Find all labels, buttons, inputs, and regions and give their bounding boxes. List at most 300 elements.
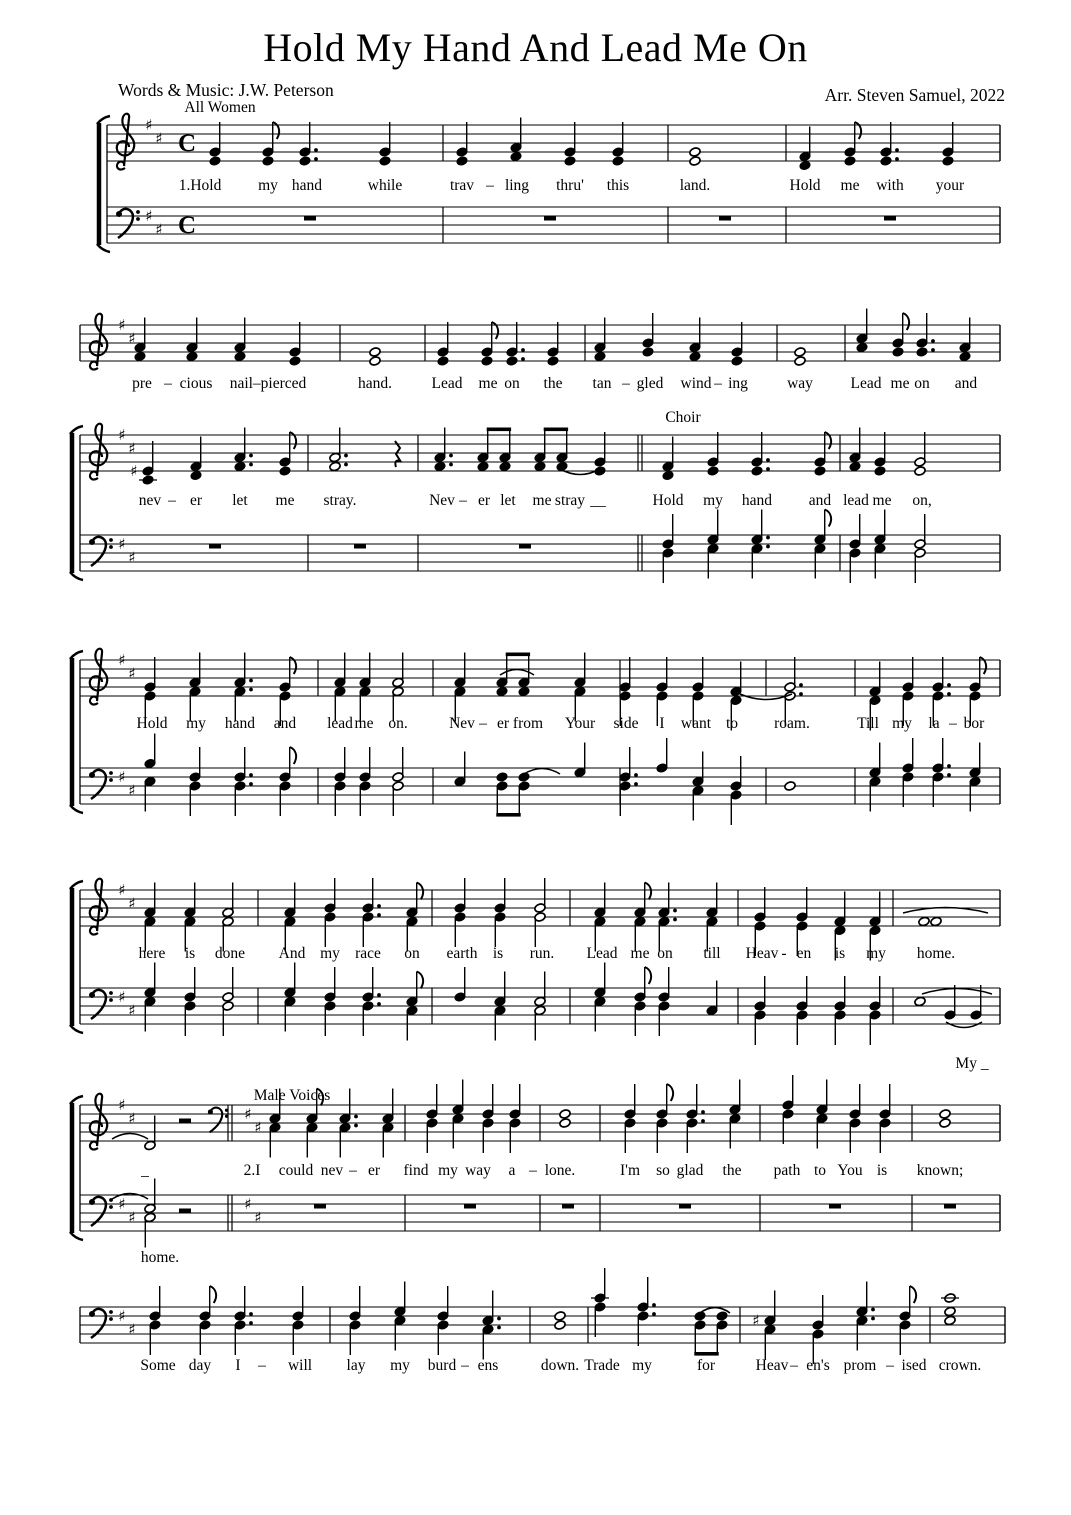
note-q bbox=[494, 878, 506, 947]
lyric-syllable: Hold bbox=[136, 715, 168, 732]
lyric-syllable: on bbox=[504, 375, 520, 392]
lyric-syllable: glad bbox=[676, 1162, 704, 1179]
notehead bbox=[662, 470, 674, 480]
whole-rest bbox=[354, 544, 366, 549]
lyric-syllable: Hold bbox=[789, 177, 821, 194]
lyric-syllable: lead bbox=[327, 715, 353, 732]
note-qd bbox=[916, 313, 935, 357]
lyric-syllable: gled bbox=[636, 375, 664, 392]
note-q bbox=[456, 122, 468, 166]
note-q bbox=[234, 318, 246, 362]
lyric-syllable: could bbox=[278, 1162, 314, 1179]
svg-text:♯: ♯ bbox=[145, 207, 153, 225]
lyric-syllable: my bbox=[438, 1162, 458, 1179]
lyric-syllable: is bbox=[834, 945, 846, 962]
notehead bbox=[844, 156, 856, 166]
svg-text:♯: ♯ bbox=[118, 1096, 126, 1114]
lyric-syllable: to bbox=[725, 715, 739, 732]
notehead bbox=[689, 156, 701, 166]
lyric-syllable: burd bbox=[427, 1357, 457, 1374]
note-q bbox=[509, 1084, 521, 1153]
notehead bbox=[959, 351, 971, 361]
notehead bbox=[814, 466, 826, 476]
notehead bbox=[849, 461, 861, 471]
svg-text:♯: ♯ bbox=[752, 1311, 760, 1330]
lyric-syllable: stray. bbox=[323, 492, 357, 509]
section-label: Choir bbox=[665, 409, 701, 426]
lyric-syllable: earth bbox=[446, 945, 478, 962]
whole-rest bbox=[562, 1204, 574, 1209]
lyric-syllable: And bbox=[278, 945, 306, 962]
lyric-syllable: Till bbox=[857, 715, 879, 732]
svg-text:C: C bbox=[177, 130, 197, 157]
note-q bbox=[658, 967, 670, 1036]
notehead bbox=[289, 356, 301, 366]
lyric-syllable: from bbox=[512, 715, 544, 732]
note-qd bbox=[362, 967, 381, 1036]
svg-text:♯: ♯ bbox=[128, 1001, 136, 1020]
lyrics-line bbox=[140, 1162, 963, 1266]
svg-text:♯: ♯ bbox=[128, 781, 136, 800]
note-q bbox=[869, 976, 881, 1045]
note-qd bbox=[234, 428, 253, 472]
lyric-syllable: me bbox=[840, 177, 860, 194]
notehead bbox=[918, 916, 930, 926]
note-hd bbox=[329, 428, 348, 472]
lyric-syllable: Lead bbox=[431, 375, 463, 392]
note-q1 bbox=[706, 981, 718, 1016]
note-q bbox=[324, 967, 336, 1036]
lyric-syllable: prom bbox=[843, 1357, 877, 1374]
lyric-syllable: Lead bbox=[850, 375, 882, 392]
note-q bbox=[856, 309, 868, 353]
svg-text:♯: ♯ bbox=[128, 1109, 136, 1128]
lyric-syllable: lay bbox=[346, 1357, 366, 1374]
note-q1 bbox=[574, 743, 586, 778]
notehead bbox=[874, 466, 886, 476]
lyric-syllable: to bbox=[813, 1162, 827, 1179]
lyric-syllable: ens bbox=[477, 1357, 499, 1374]
note-q bbox=[849, 1084, 861, 1153]
note-q bbox=[754, 976, 766, 1045]
whole-rest bbox=[209, 544, 221, 549]
lyric-syllable: roam. bbox=[774, 715, 810, 732]
tie-slur bbox=[560, 469, 600, 475]
notehead bbox=[262, 156, 274, 166]
lyrics-line bbox=[179, 177, 965, 194]
notehead bbox=[942, 156, 954, 166]
lyric-syllable: la bbox=[928, 715, 940, 732]
lyric-syllable: Some bbox=[140, 1357, 176, 1374]
svg-text:♯: ♯ bbox=[244, 1105, 252, 1123]
note-q bbox=[454, 878, 466, 947]
notehead bbox=[499, 461, 511, 471]
note-b2 bbox=[694, 1311, 728, 1356]
svg-text:♯: ♯ bbox=[130, 462, 138, 480]
lyric-syllable: 1.Hold bbox=[178, 177, 222, 194]
notehead bbox=[612, 156, 624, 166]
section-label: All Women bbox=[184, 99, 256, 116]
notehead bbox=[564, 156, 576, 166]
lyric-syllable: me bbox=[275, 492, 295, 509]
note-q bbox=[874, 432, 886, 476]
staff-bass bbox=[107, 207, 1000, 243]
note-q bbox=[437, 322, 449, 366]
note-q bbox=[359, 747, 371, 816]
lyric-syllable: want bbox=[680, 715, 712, 732]
notehead bbox=[481, 356, 493, 366]
notehead bbox=[209, 156, 221, 166]
note-h bbox=[392, 747, 404, 816]
lyric-syllable: and bbox=[954, 375, 978, 392]
notehead bbox=[944, 1306, 956, 1316]
note-q bbox=[134, 318, 146, 362]
lyric-syllable: lone. bbox=[544, 1162, 576, 1179]
notehead bbox=[547, 356, 559, 366]
note-q bbox=[849, 514, 861, 583]
lyric-syllable: will bbox=[287, 1357, 313, 1374]
note-q bbox=[292, 1286, 304, 1355]
svg-text:♯: ♯ bbox=[128, 439, 136, 458]
notehead bbox=[751, 466, 763, 476]
song-title: Hold My Hand And Lead Me On bbox=[263, 25, 808, 70]
note-qd bbox=[506, 322, 525, 366]
note-q bbox=[642, 313, 654, 357]
note-w bbox=[554, 1311, 566, 1330]
note-q bbox=[334, 747, 346, 816]
note-q bbox=[324, 878, 336, 947]
note-q bbox=[796, 976, 808, 1045]
system-1 bbox=[97, 99, 1000, 252]
lyric-syllable: my bbox=[320, 945, 340, 962]
svg-text:♯: ♯ bbox=[128, 548, 136, 567]
note-h bbox=[914, 432, 926, 476]
note-q bbox=[707, 432, 719, 476]
notehead bbox=[731, 356, 743, 366]
notehead bbox=[554, 1320, 566, 1330]
lyric-syllable: day bbox=[188, 1357, 212, 1374]
lyric-syllable: for bbox=[696, 1357, 716, 1374]
note-rq bbox=[395, 441, 401, 467]
whole-rest bbox=[304, 216, 316, 221]
lyric-syllable: home. bbox=[140, 1249, 180, 1266]
lyric-syllable: a bbox=[508, 1162, 516, 1179]
lyric-syllable: trav bbox=[449, 177, 475, 194]
note-w bbox=[559, 1109, 571, 1128]
lyric-syllable: - bbox=[781, 945, 787, 962]
whole-rest bbox=[719, 216, 731, 221]
lyric-syllable: me bbox=[354, 715, 374, 732]
system-7 bbox=[80, 1268, 1005, 1374]
lyric-syllable: your bbox=[935, 177, 965, 194]
lyric-syllable: ised bbox=[901, 1357, 927, 1374]
note-q bbox=[184, 967, 196, 1036]
lyric-syllable: path bbox=[773, 1162, 801, 1179]
note-h bbox=[914, 514, 926, 583]
notehead bbox=[930, 916, 942, 926]
lyric-syllable: is bbox=[876, 1162, 888, 1179]
notehead bbox=[944, 1315, 956, 1325]
note-qd bbox=[751, 432, 770, 476]
lyric-syllable: and bbox=[808, 492, 832, 509]
lyric-syllable: my bbox=[390, 1357, 410, 1374]
lyric-syllable: I bbox=[659, 715, 665, 732]
note-q bbox=[482, 1084, 494, 1153]
note-qd bbox=[234, 747, 253, 816]
lyric-syllable: hand bbox=[741, 492, 773, 509]
lyric-syllable: cious bbox=[179, 375, 213, 392]
lyric-syllable: – bbox=[349, 1162, 357, 1179]
lyrics-line bbox=[132, 375, 977, 392]
staff-bass bbox=[80, 1179, 1000, 1248]
note-w1 bbox=[784, 781, 796, 791]
note-r1 bbox=[679, 1204, 691, 1209]
lyric-syllable: – bbox=[479, 715, 487, 732]
lyric-syllable: – bbox=[622, 375, 630, 392]
lyric-syllable: let bbox=[500, 492, 516, 509]
lyric-syllable: er bbox=[477, 492, 491, 509]
note-q bbox=[812, 1295, 824, 1364]
lyric-syllable: nev bbox=[320, 1162, 344, 1179]
lyric-syllable: down. bbox=[540, 1357, 580, 1374]
note-h bbox=[534, 878, 546, 947]
note-e bbox=[844, 122, 861, 166]
lyric-syllable: on bbox=[404, 945, 420, 962]
note-e bbox=[199, 1286, 216, 1355]
notehead bbox=[477, 461, 489, 471]
note-qd bbox=[637, 1277, 656, 1346]
lyric-syllable: en's bbox=[806, 1357, 830, 1374]
note-qd bbox=[234, 1286, 253, 1355]
note-e bbox=[481, 322, 498, 366]
lyric-syllable: Your bbox=[564, 715, 596, 732]
note-q bbox=[942, 122, 954, 166]
note-e bbox=[814, 432, 831, 476]
notehead bbox=[456, 156, 468, 166]
staff-bass bbox=[80, 963, 1000, 1046]
system-2 bbox=[80, 309, 1000, 393]
lyric-syllable: ling bbox=[504, 177, 530, 194]
lyric-syllable: Lead bbox=[586, 945, 618, 962]
notehead bbox=[689, 351, 701, 361]
tie-slur bbox=[922, 989, 992, 995]
lyric-syllable: 2.I bbox=[243, 1162, 261, 1179]
note-r1 bbox=[544, 216, 556, 221]
lyric-syllable: er bbox=[496, 715, 510, 732]
note-e bbox=[634, 967, 651, 1036]
lyric-syllable: my bbox=[703, 492, 723, 509]
notehead bbox=[559, 1109, 571, 1119]
svg-text:♯: ♯ bbox=[118, 988, 126, 1006]
whole-rest bbox=[464, 1204, 476, 1209]
system-3 bbox=[70, 409, 1000, 583]
note-r1 bbox=[519, 544, 531, 549]
quarter-rest bbox=[395, 441, 401, 467]
lyric-syllable: My _ bbox=[955, 1055, 989, 1072]
svg-text:♯: ♯ bbox=[145, 116, 153, 134]
note-qd bbox=[299, 122, 318, 166]
note-w3 bbox=[941, 1293, 959, 1326]
whole-rest bbox=[544, 216, 556, 221]
lyric-syllable: wind bbox=[680, 375, 712, 392]
note-q bbox=[349, 1286, 361, 1355]
notehead bbox=[856, 342, 868, 352]
note-q bbox=[902, 738, 914, 807]
note-q bbox=[564, 122, 576, 166]
note-q bbox=[426, 1084, 438, 1153]
lyric-syllable: way bbox=[787, 375, 813, 392]
notehead bbox=[234, 351, 246, 361]
words-music-credit: Words & Music: J.W. Peterson bbox=[118, 80, 334, 100]
note-q bbox=[799, 127, 811, 171]
notehead bbox=[518, 686, 530, 696]
arranger-credit: Arr. Steven Samuel, 2022 bbox=[824, 85, 1005, 105]
note-q bbox=[879, 1084, 891, 1153]
note-w bbox=[689, 147, 701, 166]
lyric-syllable: ing bbox=[728, 375, 748, 392]
note-e bbox=[279, 432, 296, 476]
notehead bbox=[329, 461, 341, 471]
lyric-syllable: my bbox=[892, 715, 912, 732]
note-q1 bbox=[944, 985, 956, 1020]
notehead bbox=[939, 1109, 951, 1119]
svg-text:♯: ♯ bbox=[155, 220, 163, 239]
svg-text:♯: ♯ bbox=[118, 316, 126, 334]
lyric-syllable: on bbox=[657, 945, 673, 962]
notehead bbox=[142, 475, 154, 485]
lyric-syllable: my bbox=[866, 945, 886, 962]
lyric-syllable: You bbox=[837, 1162, 863, 1179]
notehead bbox=[689, 147, 701, 157]
note-r1 bbox=[884, 216, 896, 221]
note-r1 bbox=[209, 544, 221, 549]
lyric-syllable: Nev bbox=[429, 492, 455, 509]
lyric-syllable: me bbox=[890, 375, 910, 392]
note-r1 bbox=[562, 1204, 574, 1209]
notehead bbox=[939, 1118, 951, 1128]
svg-text:♯: ♯ bbox=[118, 651, 126, 669]
svg-text:♯: ♯ bbox=[244, 1195, 252, 1213]
notehead bbox=[279, 466, 291, 476]
note-q bbox=[834, 976, 846, 1045]
notehead bbox=[880, 156, 892, 166]
lyric-syllable: Heav bbox=[755, 1357, 789, 1374]
note-q bbox=[849, 428, 861, 472]
note-b2 bbox=[477, 428, 511, 472]
lyric-syllable: hand. bbox=[357, 375, 393, 392]
lyric-syllable: – bbox=[486, 177, 494, 194]
staff-treble bbox=[80, 1075, 1000, 1158]
notehead bbox=[784, 781, 796, 791]
lyric-syllable: land. bbox=[679, 177, 711, 194]
note-q bbox=[959, 318, 971, 362]
notehead bbox=[707, 466, 719, 476]
note-qd bbox=[362, 878, 381, 947]
lyrics-line bbox=[140, 1357, 981, 1374]
whole-rest bbox=[314, 1204, 326, 1209]
whole-rest bbox=[679, 1204, 691, 1209]
lyric-syllable: – bbox=[790, 1357, 798, 1374]
svg-text:♯: ♯ bbox=[118, 1195, 126, 1213]
lyric-syllable: nail–pierced bbox=[229, 375, 307, 392]
note-q bbox=[662, 514, 674, 583]
notehead bbox=[369, 356, 381, 366]
note-qd bbox=[880, 122, 899, 166]
note-q bbox=[189, 747, 201, 816]
system-4 bbox=[70, 649, 1000, 825]
lyric-syllable: so bbox=[656, 1162, 670, 1179]
note-q bbox=[612, 122, 624, 166]
note-q bbox=[437, 1286, 449, 1355]
staff-bass bbox=[80, 1268, 1005, 1364]
svg-text:♯: ♯ bbox=[128, 664, 136, 683]
notehead bbox=[794, 356, 806, 366]
lyric-syllable: way bbox=[465, 1162, 491, 1179]
note-e bbox=[262, 122, 279, 166]
note-r1 bbox=[464, 1204, 476, 1209]
lyric-syllable: – bbox=[168, 492, 176, 509]
bass-clef-icon bbox=[208, 1108, 228, 1133]
svg-text:♯: ♯ bbox=[254, 1118, 262, 1137]
note-q bbox=[510, 118, 522, 162]
note-q bbox=[731, 322, 743, 366]
note-w bbox=[369, 347, 381, 366]
lyric-syllable: known; bbox=[916, 1162, 964, 1179]
lyric-syllable: the bbox=[722, 1162, 742, 1179]
note-qd bbox=[932, 738, 951, 807]
note-q bbox=[591, 1268, 609, 1337]
notehead bbox=[642, 347, 654, 357]
lyric-syllable: – bbox=[714, 375, 722, 392]
whole-rest bbox=[519, 544, 531, 549]
svg-text:♯: ♯ bbox=[118, 535, 126, 553]
tie-slur bbox=[946, 1022, 982, 1028]
lyric-syllable: is bbox=[184, 945, 196, 962]
note-q bbox=[379, 122, 391, 166]
lyric-syllable: bor bbox=[963, 715, 985, 732]
notehead bbox=[437, 356, 449, 366]
lyric-syllable: while bbox=[367, 177, 403, 194]
lyric-syllable: __ bbox=[590, 492, 606, 509]
lyric-syllable: Hold bbox=[652, 492, 684, 509]
notehead bbox=[594, 351, 606, 361]
note-w1 bbox=[914, 996, 926, 1006]
note-qd bbox=[434, 428, 453, 472]
notehead bbox=[916, 347, 928, 357]
notehead bbox=[434, 461, 446, 471]
lyric-syllable: – bbox=[164, 375, 172, 392]
note-r1 bbox=[354, 544, 366, 549]
lyric-syllable: – bbox=[461, 1357, 469, 1374]
note-clefB bbox=[208, 1108, 228, 1133]
lyric-syllable: on, bbox=[912, 492, 932, 509]
note-e bbox=[892, 313, 909, 357]
half-rest bbox=[179, 1209, 191, 1214]
lyric-syllable: me bbox=[630, 945, 650, 962]
notehead bbox=[559, 1118, 571, 1128]
note-r1 bbox=[719, 216, 731, 221]
lyric-syllable: with bbox=[876, 177, 904, 194]
notehead bbox=[506, 356, 518, 366]
lyric-syllable: – bbox=[949, 715, 957, 732]
lyric-syllable: race bbox=[355, 945, 381, 962]
lyric-syllable: I bbox=[235, 1357, 241, 1374]
note-q1 bbox=[454, 967, 466, 1002]
lyric-syllable: Heav bbox=[745, 945, 779, 962]
lyric-syllable: hand bbox=[291, 177, 323, 194]
note-r1 bbox=[314, 1204, 326, 1209]
staff-treble bbox=[80, 309, 1000, 370]
